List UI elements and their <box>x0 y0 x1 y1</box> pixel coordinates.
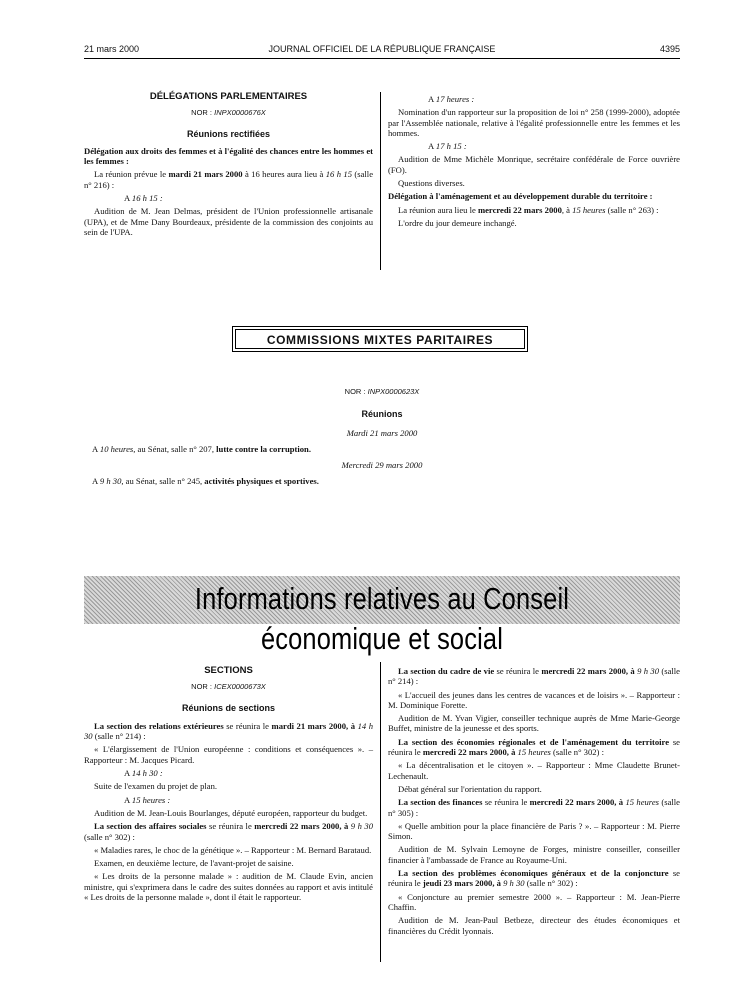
delegation-femmes-title: Délégation aux droits des femmes et à l'égalité des chances entre les hommes et les femmes : <box>84 145 373 167</box>
sections-nor <box>84 682 373 692</box>
section-economies-regionales <box>388 737 680 758</box>
sections-column-left <box>84 666 373 905</box>
meeting-date: jeudi 23 mars 2000 <box>422 878 493 889</box>
delegations-column-left <box>84 92 373 240</box>
text-run: se réunira le <box>482 797 530 808</box>
header-rule <box>84 58 680 59</box>
soc-item-1: « Maladies rares, le choc de la génétique ». – Rapporteur : M. Bernard Barataud. <box>94 844 372 855</box>
sections-subtitle: Réunions de sections <box>181 702 276 713</box>
relext-slot-15h <box>84 795 373 805</box>
prob-item-1: « Conjoncture au premier semestre 2000 ». – Rapporteur : M. Jean-Pierre Chaffin. <box>388 891 680 912</box>
text-run: à 16 heures aura lieu à <box>242 169 326 180</box>
text-run: , au Sénat, salle n° 245, <box>121 476 205 487</box>
cmp-nor <box>84 387 680 397</box>
text-run: se réunira le <box>388 868 680 889</box>
cadre-item-2: Audition de M. Yvan Vigier, conseiller technique auprès de Mme Marie-George Buffet, ministre de la jeunesse et des sports. <box>388 713 680 734</box>
slot-16h15 <box>84 193 373 203</box>
cmp-section <box>84 387 680 487</box>
text-run: A <box>428 141 436 152</box>
delegations-column-right <box>388 94 680 231</box>
text-run: , à <box>561 204 573 215</box>
meeting-time: 9 h 30 <box>350 821 374 832</box>
meeting-date: mardi 21 mars 2000 <box>168 169 243 180</box>
nor-code: ICEX0000673X <box>214 682 266 692</box>
text-run: A <box>92 443 100 454</box>
delegations-subtitle: Réunions rectifiées <box>186 128 271 139</box>
text-run: (salle n° 302) : <box>84 831 135 842</box>
delegation-amenagement-title: Délégation à l'aménagement et au développement durable du territoire : <box>388 191 653 202</box>
sections-column-right <box>388 666 680 939</box>
text-run: se réunira le <box>223 720 272 731</box>
text-run: (salle n° 302) : <box>550 747 604 758</box>
meeting-time: 15 heures <box>625 797 659 808</box>
section-name: La section des relations extérieures <box>94 720 224 731</box>
fin-item-2: Audition de M. Sylvain Lemoyne de Forges, ministre conseiller, conseiller financier à l'ambassade de France au Royaume-Uni. <box>388 844 680 865</box>
section-affaires-sociales <box>84 821 373 842</box>
delegation-amenagement-meeting <box>388 205 680 215</box>
text-run: , à <box>506 747 518 758</box>
text-run: A <box>124 768 132 779</box>
text-run: , à <box>492 878 504 889</box>
relext-suite: Suite de l'examen du projet de plan. <box>94 781 218 792</box>
meeting-time: 16 h 15 <box>325 169 352 180</box>
slot-time: 14 h 30 : <box>131 768 163 779</box>
prob-item-2: Audition de M. Jean-Paul Betbeze, directeur des études économiques et financières du Crédit lyonnais. <box>388 915 680 936</box>
text-run: se réunira le <box>494 666 542 676</box>
cmp-subtitle: Réunions <box>361 409 403 420</box>
soc-item-3: « Les droits de la personne malade » : audition de M. Claude Evin, ancien ministre, qui s'exprimera dans le cadre des suites données au rapport et avis intitulé « Les droits de la personne malade », dont il était le rapporteur. <box>84 871 373 903</box>
slot-17h15 <box>388 141 680 151</box>
column-divider-top <box>380 92 381 270</box>
meeting-date: mercredi 22 mars 2000 <box>422 747 507 758</box>
meeting-date: mercredi 22 mars 2000 <box>541 666 626 676</box>
meeting-time: 15 heures <box>517 747 551 758</box>
text-run: (salle n° 263) : <box>605 204 659 215</box>
text-run: se réunira le <box>206 821 255 832</box>
delegations-nor <box>84 108 373 118</box>
cmp-date-1: Mardi 21 mars 2000 <box>346 427 418 438</box>
text-run: (salle n° 214) : <box>388 666 680 687</box>
meeting-time: 9 h 30 <box>99 476 122 487</box>
cmp-line-1 <box>92 444 680 454</box>
section-name: La section des finances <box>398 797 483 808</box>
nor-label: NOR : <box>191 108 213 118</box>
meeting-time: 15 heures <box>572 204 606 215</box>
ordre-du-jour: L'ordre du jour demeure inchangé. <box>398 217 517 228</box>
slot-time: 16 h 15 : <box>131 193 163 204</box>
audition-monrique: Audition de Mme Michèle Monrique, secrétaire confédérale de Force ouvrière (FO). <box>388 154 680 175</box>
text-run: , à <box>625 666 638 676</box>
meeting-date: mercredi 22 mars 2000 <box>477 204 562 215</box>
audition-delmas: Audition de M. Jean Delmas, président de l'Union professionnelle artisanale (UPA), et de Mme Dany Bourdeaux, présidente de la commission des conjoints au sein de l'UPA. <box>84 206 373 237</box>
text-run: (salle n° 216) : <box>84 169 374 190</box>
slot-time: 17 heures : <box>435 94 475 104</box>
text-run: La réunion aura lieu le <box>398 204 478 215</box>
relext-slot-14h30 <box>84 768 373 778</box>
section-finances <box>388 797 680 818</box>
section-name: La section des affaires sociales <box>94 821 207 832</box>
slot-time: 15 heures : <box>131 794 171 805</box>
ces-banner-title: Informations relatives au Conseil économique et social <box>194 581 570 656</box>
running-header <box>84 44 680 58</box>
eco-item-1: « La décentralisation et le citoyen ». – Rapporteur : Mme Claudette Brunet-Lechenault. <box>388 760 680 781</box>
meeting-time: 10 heures <box>99 443 134 454</box>
meeting-topic: lutte contre la corruption. <box>216 443 311 454</box>
meeting-time: 9 h 30 <box>503 878 525 889</box>
text-run: A <box>124 794 132 805</box>
nor-label: NOR : <box>344 387 366 396</box>
cmp-line-2 <box>92 476 680 486</box>
text-run: , à <box>614 797 626 808</box>
nor-label: NOR : <box>191 682 213 692</box>
column-divider-bottom <box>380 662 381 962</box>
relext-item: « L'élargissement de l'Union européenne : conditions et conséquences ». – Rapporteur : M. Jacques Picard. <box>84 744 373 765</box>
meeting-topic: activités physiques et sportives. <box>204 476 319 487</box>
sections-title: SECTIONS <box>204 665 253 676</box>
slot-17h <box>388 94 680 104</box>
header-journal-title: JOURNAL OFFICIEL DE LA RÉPUBLIQUE FRANÇAISE <box>268 44 496 54</box>
text-run: , au Sénat, salle n° 207, <box>133 443 217 454</box>
nor-code: INPX0000676X <box>214 108 266 118</box>
header-date: 21 mars 2000 <box>84 44 140 54</box>
meeting-date: mercredi 22 mars 2000 <box>254 821 340 832</box>
eco-item-2: Débat général sur l'orientation du rapport. <box>398 783 542 794</box>
text-run: , à <box>339 821 351 832</box>
text-run: A <box>428 94 436 104</box>
text-run: , à <box>346 720 358 731</box>
soc-item-2: Examen, en deuxième lecture, de l'avant-projet de saisine. <box>94 858 294 869</box>
nomination-rapporteur: Nomination d'un rapporteur sur la proposition de loi n° 258 (1999-2000), adoptée par l'Assemblée nationale, relative à l'égalité professionnelle entre les femmes et les hommes. <box>388 107 680 138</box>
text-run: A <box>92 476 100 487</box>
fin-item-1: « Quelle ambition pour la place financière de Paris ? ». – Rapporteur : M. Pierre Simon. <box>388 820 680 842</box>
text-run: se réunira le <box>388 736 680 758</box>
ces-banner <box>84 576 680 656</box>
section-cadre-de-vie <box>388 666 680 687</box>
questions-diverses: Questions diverses. <box>398 178 465 189</box>
section-name: La section des problèmes économiques généraux et de la conjoncture <box>398 868 669 879</box>
cmp-title: COMMISSIONS MIXTES PARITAIRES <box>235 329 525 349</box>
text-run: (salle n° 214) : <box>92 731 146 742</box>
section-name: La section du cadre de vie <box>398 666 495 676</box>
text-run: (salle n° 305) : <box>388 797 680 818</box>
nor-code: INPX0000623X <box>367 387 420 396</box>
header-page-number: 4395 <box>659 44 680 54</box>
cmp-title-box <box>232 326 528 352</box>
meeting-time: 9 h 30 <box>637 666 660 676</box>
section-relations-exterieures <box>84 721 373 742</box>
section-problemes-economiques <box>388 868 680 889</box>
text-run: A <box>124 193 132 204</box>
meeting-time: 14 h 30 <box>84 720 373 742</box>
text-run: La réunion prévue le <box>94 169 169 180</box>
section-name: La section des économies régionales et de l'aménagement du territoire <box>398 736 670 747</box>
meeting-date: mercredi 22 mars 2000 <box>529 797 615 808</box>
relext-audition: Audition de M. Jean-Louis Bourlanges, député européen, rapporteur du budget. <box>94 807 368 818</box>
delegation-femmes-meeting <box>84 169 373 190</box>
cmp-date-2: Mercredi 29 mars 2000 <box>341 460 423 471</box>
delegations-title: DÉLÉGATIONS PARLEMENTAIRES <box>149 91 308 102</box>
cadre-item-1: « L'accueil des jeunes dans les centres de vacances et de loisirs ». – Rapporteur : M. Dominique Forette. <box>388 689 680 710</box>
text-run: (salle n° 302) : <box>524 878 578 889</box>
meeting-date: mardi 21 mars 2000 <box>271 720 347 731</box>
slot-time: 17 h 15 : <box>435 141 467 152</box>
